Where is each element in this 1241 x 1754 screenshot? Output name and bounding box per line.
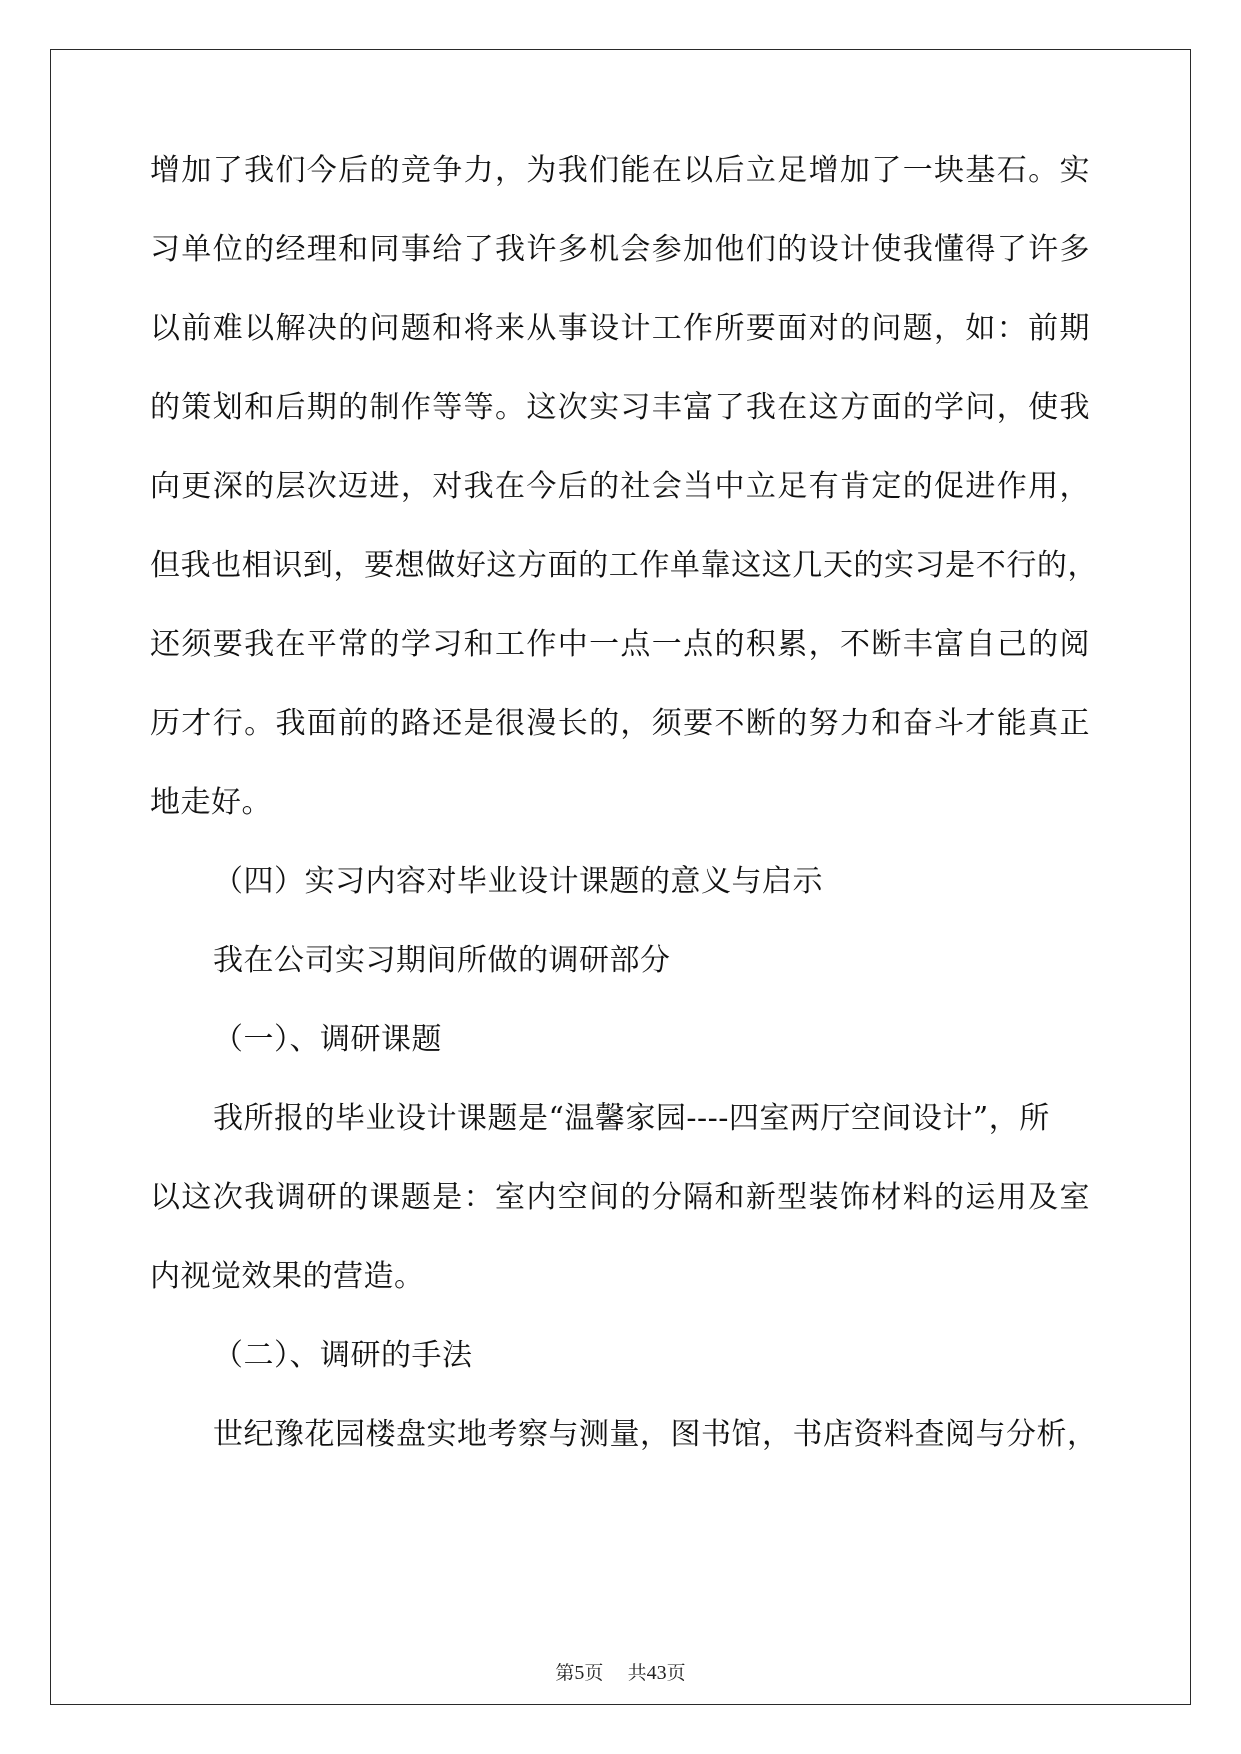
body-line-1: 增加了我们今后的竞争力，为我们能在以后立足增加了一块基石。实 [150, 153, 1090, 188]
body-line-6: 但我也相识到，要想做好这方面的工作单靠这这几天的实习是不行的， [150, 548, 1098, 583]
footer-page-number: 5 [574, 1662, 585, 1684]
body-line-5: 向更深的层次迈进，对我在今后的社会当中立足有肯定的促进作用， [150, 469, 1090, 504]
footer-total-prefix: 共 [627, 1662, 647, 1684]
body-line-3: 以前难以解决的问题和将来从事设计工作所要面对的问题，如：前期 [150, 311, 1090, 346]
subheading-1: （一）、调研课题 [213, 1022, 442, 1057]
page-footer [0, 1661, 1241, 1685]
body-line-17: 世纪豫花园楼盘实地考察与测量，图书馆，书店资料查阅与分析， [213, 1417, 1098, 1452]
body-line-2: 习单位的经理和同事给了我许多机会参加他们的设计使我懂得了许多 [150, 232, 1090, 267]
footer-total-suffix: 页 [666, 1662, 686, 1684]
body-line-9: 地走好。 [150, 785, 272, 820]
subheading-2: （二）、调研的手法 [213, 1338, 473, 1373]
section-heading-4: （四）实习内容对毕业设计课题的意义与启示 [213, 864, 823, 899]
body-line-4: 的策划和后期的制作等等。这次实习丰富了我在这方面的学问，使我 [150, 390, 1090, 425]
body-line-15: 内视觉效果的营造。 [150, 1259, 425, 1294]
body-line-7: 还须要我在平常的学习和工作中一点一点的积累，不断丰富自己的阅 [150, 627, 1090, 662]
footer-page-suffix: 页 [584, 1662, 604, 1684]
body-line-8: 历才行。我面前的路还是很漫长的，须要不断的努力和奋斗才能真正 [150, 706, 1090, 741]
body-line-11: 我在公司实习期间所做的调研部分 [213, 943, 671, 978]
body-line-13: 我所报的毕业设计课题是“温馨家园----四室两厅空间设计”，所 [213, 1101, 1050, 1136]
footer-page-prefix: 第 [555, 1662, 575, 1684]
body-line-14: 以这次我调研的课题是：室内空间的分隔和新型装饰材料的运用及室 [150, 1180, 1090, 1215]
footer-total-pages: 43 [646, 1662, 667, 1684]
